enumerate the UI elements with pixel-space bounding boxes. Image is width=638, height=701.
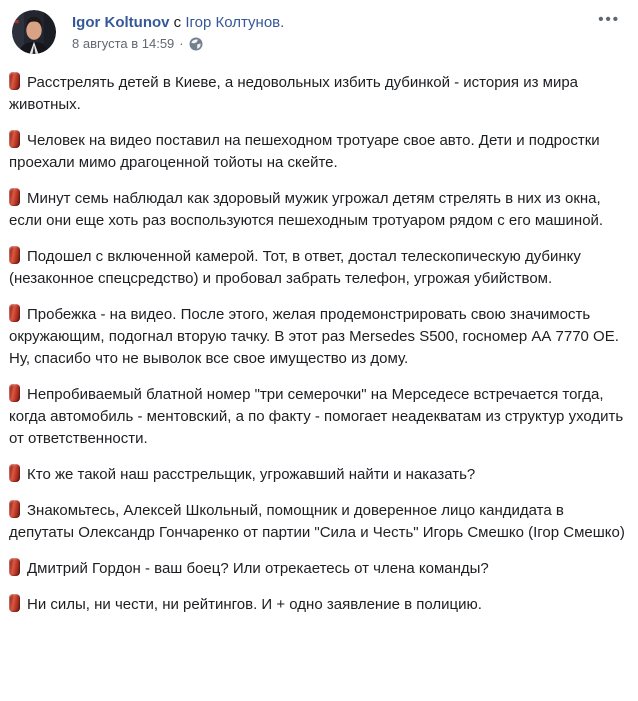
- paragraph-text: Знакомьтесь, Алексей Школьный, помощник и доверенное лицо кандидата в депутаты Олександр Гончаренко от партии "Сила и Честь" Игорь Смешко (Ігор Смешко): [9, 502, 625, 541]
- paragraph-text: Ни силы, ни чести, ни рейтингов. И + одно заявление в полицию.: [27, 596, 482, 613]
- post-body: [0, 66, 638, 616]
- paragraph-text: Человек на видео поставил на пешеходном тротуаре свое авто. Дети и подростки проехали мимо драгоценной тойоты на скейте.: [9, 132, 600, 171]
- post-paragraph: [9, 500, 630, 544]
- red-exclamation-emoji: [9, 558, 20, 576]
- paragraph-text: Расстрелять детей в Киеве, а недовольных избить дубинкой - история из мира животных.: [9, 74, 579, 113]
- post-paragraph: [9, 594, 630, 616]
- paragraph-text: Пробежка - на видео. После этого, желая продемонстрировать свою значимость окружающим, подогнал вторую тачку. В этот раз Mersedes S500, госномер АА 7770 ОЕ. Ну, спасибо что не выволок все свое имущество из дому.: [9, 306, 619, 367]
- post-header: [0, 0, 638, 66]
- avatar[interactable]: [12, 10, 56, 54]
- red-exclamation-emoji: [9, 500, 20, 518]
- dot-separator: ·: [179, 36, 184, 51]
- timestamp-link[interactable]: 8 августа в 14:59: [72, 36, 175, 51]
- red-exclamation-emoji: [9, 304, 20, 322]
- post-paragraph: [9, 130, 630, 174]
- post-paragraph: [9, 72, 630, 116]
- post-paragraph: [9, 188, 630, 232]
- paragraph-text: Кто же такой наш расстрельщик, угрожавший найти и наказать?: [27, 466, 476, 483]
- post-meta: [72, 35, 626, 53]
- red-exclamation-emoji: [9, 464, 20, 482]
- post-paragraph: [9, 304, 630, 370]
- paragraph-text: Непробиваемый блатной номер "три семерочки" на Мерседесе встречается тогда, когда автомобиль - ментовский, а по факту - помогает неадекватам из структур уходить от ответственности.: [9, 386, 624, 447]
- name-line: [72, 12, 626, 33]
- post-paragraph: [9, 464, 630, 486]
- red-exclamation-emoji: [9, 130, 20, 148]
- privacy-globe-icon: [189, 37, 203, 51]
- post-paragraph: [9, 384, 630, 450]
- red-exclamation-emoji: [9, 72, 20, 90]
- paragraph-text: Подошел с включенной камерой. Тот, в ответ, достал телескопическую дубинку (незаконное спецсредство) и пробовал забрать телефон, угрожая убийством.: [9, 248, 581, 287]
- red-exclamation-emoji: [9, 384, 20, 402]
- with-connector-text: с: [173, 14, 182, 31]
- post-paragraph: [9, 558, 630, 580]
- red-exclamation-emoji: [9, 594, 20, 612]
- author-name-link[interactable]: Igor Koltunov: [72, 14, 170, 31]
- paragraph-text: Минут семь наблюдал как здоровый мужик угрожал детям стрелять в них из окна, если они еще хоть раз воспользуются пешеходным тротуаром рядом с его машиной.: [9, 190, 604, 229]
- tagged-person-link[interactable]: Ігор Колтунов.: [185, 14, 285, 31]
- post-paragraph: [9, 246, 630, 290]
- red-exclamation-emoji: [9, 246, 20, 264]
- red-exclamation-emoji: [9, 188, 20, 206]
- header-text: [72, 10, 626, 53]
- avatar-image: [12, 10, 56, 54]
- more-options-button[interactable]: •••: [598, 11, 620, 28]
- paragraph-text: Дмитрий Гордон - ваш боец? Или отрекаетесь от члена команды?: [27, 560, 489, 577]
